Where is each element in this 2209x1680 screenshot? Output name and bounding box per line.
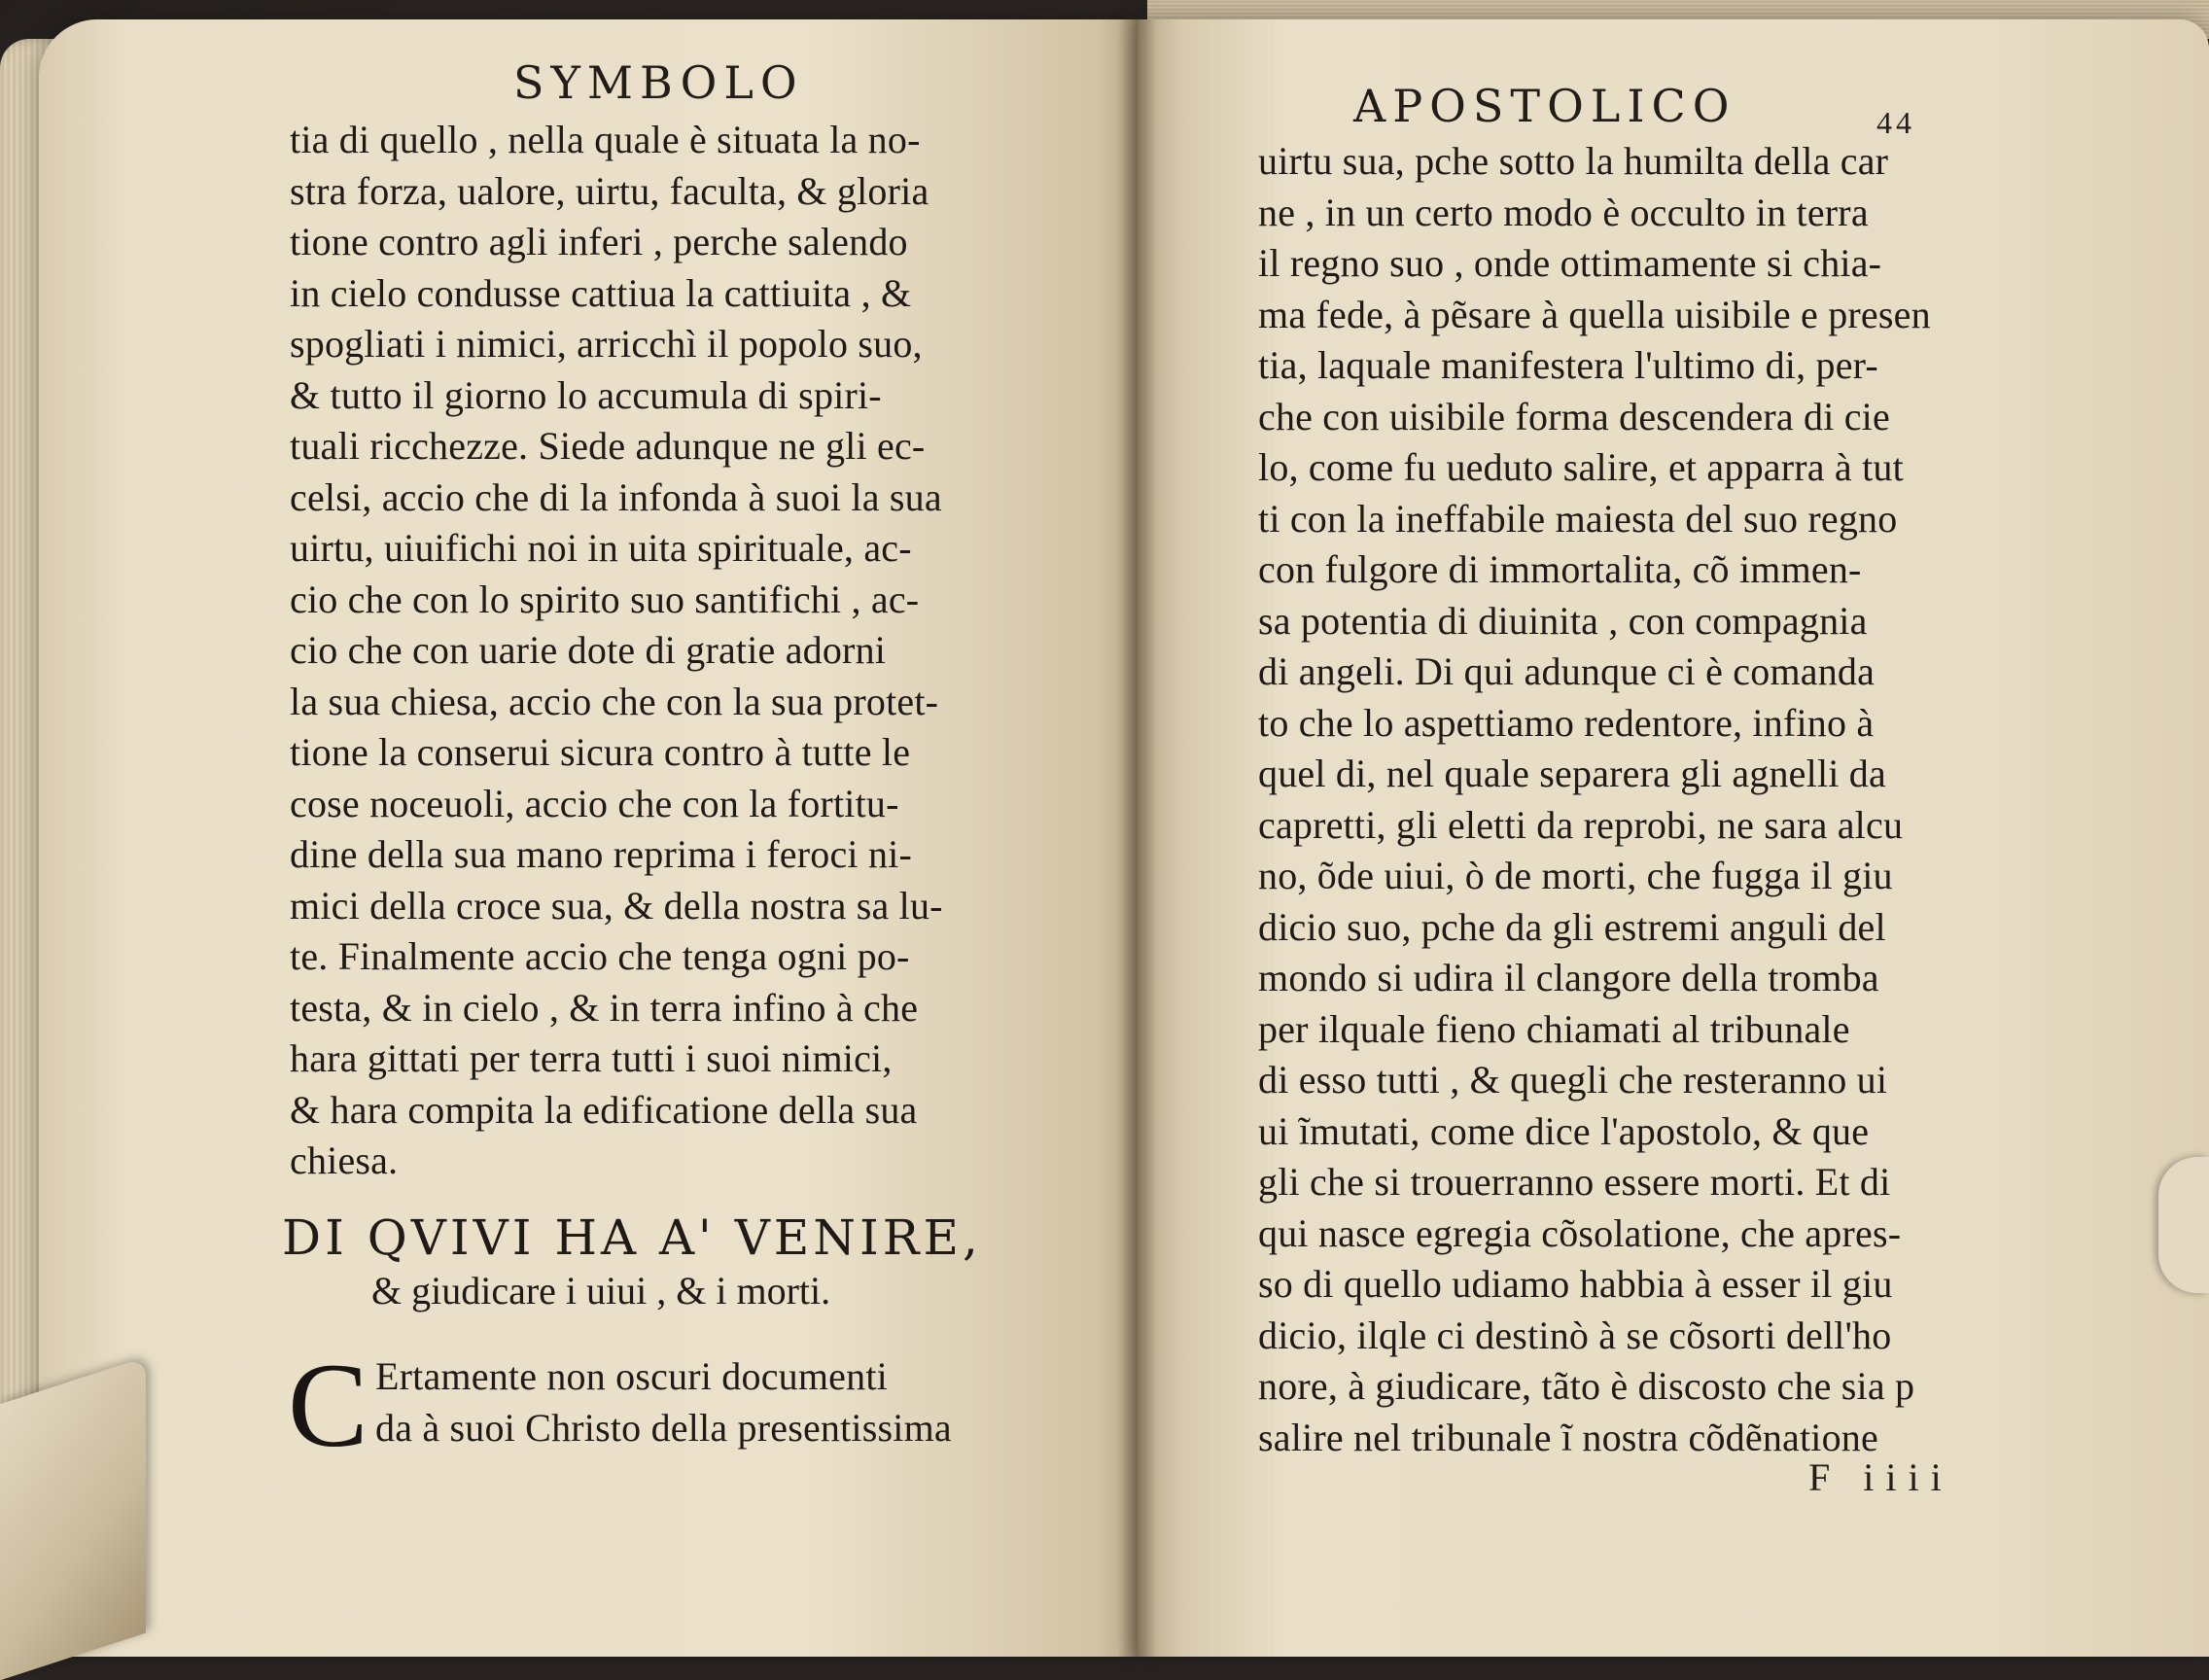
text-line: tia, laquale manifestera l'ultimo di, per-	[1258, 343, 1878, 387]
left-body-text	[290, 115, 943, 1187]
text-line: lo, come fu ueduto salire, et apparra à tut	[1258, 445, 1904, 489]
text-line: tia di quello , nella quale è situata la no-	[290, 118, 921, 161]
signature-mark: F iiii	[1808, 1455, 1953, 1499]
text-line: to che lo aspettiamo redentore, infino à	[1258, 700, 1875, 745]
text-line: te. Finalmente accio che tenga ogni po-	[290, 934, 910, 978]
text-line: tuali ricchezze. Siede adunque ne gli ec-	[290, 424, 926, 468]
drop-cap: C	[288, 1339, 368, 1472]
text-line: so di quello udiamo habbia à esser il giu	[1258, 1262, 1893, 1306]
text-line: dicio, ilqle ci destinò à se cõsorti dell'ho	[1258, 1312, 1892, 1357]
text-line: spogliati i nimici, arricchì il popolo suo,	[290, 322, 923, 366]
text-line: mondo si udira il clangore della tromba	[1258, 956, 1879, 999]
text-line: la sua chiesa, accio che con la sua protet-	[290, 679, 939, 723]
text-line: stra forza, ualore, uirtu, faculta, & gloria	[290, 168, 929, 213]
text-line: quel di, nel quale separera gli agnelli da	[1258, 752, 1886, 795]
folded-page-corner	[0, 1357, 146, 1680]
right-running-head: APOSTOLICO	[1353, 80, 1736, 132]
text-line: dicio suo, pche da gli estremi anguli del	[1258, 904, 1886, 949]
text-line: di esso tutti , & quegli che resteranno ui	[1258, 1058, 1888, 1102]
text-line: ma fede, à pẽsare à quella uisibile e presen	[1258, 292, 1931, 336]
left-final-text	[375, 1351, 952, 1453]
text-line: gli che si trouerranno essere morti. Et di	[1258, 1160, 1891, 1204]
text-line: cio che con uarie dote di gratie adorni	[290, 628, 887, 672]
text-line: sa potentia di diuinita , con compagnia	[1258, 598, 1868, 643]
text-line: tione contro agli inferi , perche salendo	[290, 220, 908, 263]
text-line: ui ĩmutati, come dice l'apostolo, & que	[1258, 1108, 1870, 1153]
text-line: testa, & in cielo , & in terra infino à che	[290, 985, 919, 1030]
text-line: da à suoi Christo della presentissima	[375, 1405, 952, 1450]
text-line: hara gittati per terra tutti i suoi nimici,	[290, 1036, 893, 1080]
text-line: in cielo condusse cattiua la cattiuita , &	[290, 270, 912, 315]
text-line: il regno suo , onde ottimamente si chia-	[1258, 241, 1882, 285]
text-line: ne , in un certo modo è occulto in terra	[1258, 190, 1869, 234]
text-line: cose noceuoli, accio che con la fortitu-	[290, 781, 899, 825]
text-line: uirtu, uiuifichi noi in uita spirituale, ac-	[290, 526, 912, 570]
right-body-text	[1258, 136, 1931, 1463]
text-line: con fulgore di immortalita, cõ immen-	[1258, 547, 1862, 591]
text-line: & tutto il giorno lo accumula di spiri-	[290, 372, 882, 417]
left-running-head: SYMBOLO	[513, 56, 804, 109]
text-line: per ilquale fieno chiamati al tribunale	[1258, 1006, 1850, 1051]
text-line: salire nel tribunale ĩ nostra cõdẽnatione	[1258, 1415, 1878, 1459]
text-line: chiesa.	[290, 1138, 399, 1182]
text-line: di angeli. Di qui adunque ci è comanda	[1258, 649, 1876, 693]
section-subtitle: & giudicare i uiui , & i morti.	[371, 1269, 831, 1312]
text-line: ti con la ineffabile maiesta del suo regno	[1258, 496, 1898, 541]
text-line: qui nasce egregia cõsolatione, che apres-	[1258, 1210, 1902, 1255]
text-line: mici della croce sua, & della nostra sa lu-	[290, 883, 943, 928]
text-line: Ertamente non oscuri documenti	[375, 1354, 888, 1398]
text-line: celsi, accio che di la infonda à suoi la sua	[290, 474, 942, 519]
page-tab-marker	[2158, 1157, 2209, 1293]
text-line: nore, à giudicare, tãto è discosto che sia p	[1258, 1364, 1915, 1408]
text-line: cio che con lo spirito suo santifichi , ac-	[290, 577, 920, 621]
text-line: no, õde uiui, ò de morti, che fugga il giu	[1258, 854, 1893, 897]
text-line: uirtu sua, pche sotto la humilta della car	[1258, 139, 1889, 183]
text-line: tione la conserui sicura contro à tutte le	[290, 730, 911, 774]
text-line: che con uisibile forma descendera di cie	[1258, 394, 1890, 438]
section-title: DI QVIVI HA A' VENIRE,	[282, 1209, 982, 1266]
page-number: 44	[1876, 105, 1915, 140]
text-line: & hara compita la edificatione della sua	[290, 1087, 918, 1132]
book-gutter	[1118, 19, 1157, 1657]
text-line: dine della sua mano reprima i feroci ni-	[290, 832, 912, 876]
text-line: capretti, gli eletti da reprobi, ne sara alcu	[1258, 802, 1904, 847]
